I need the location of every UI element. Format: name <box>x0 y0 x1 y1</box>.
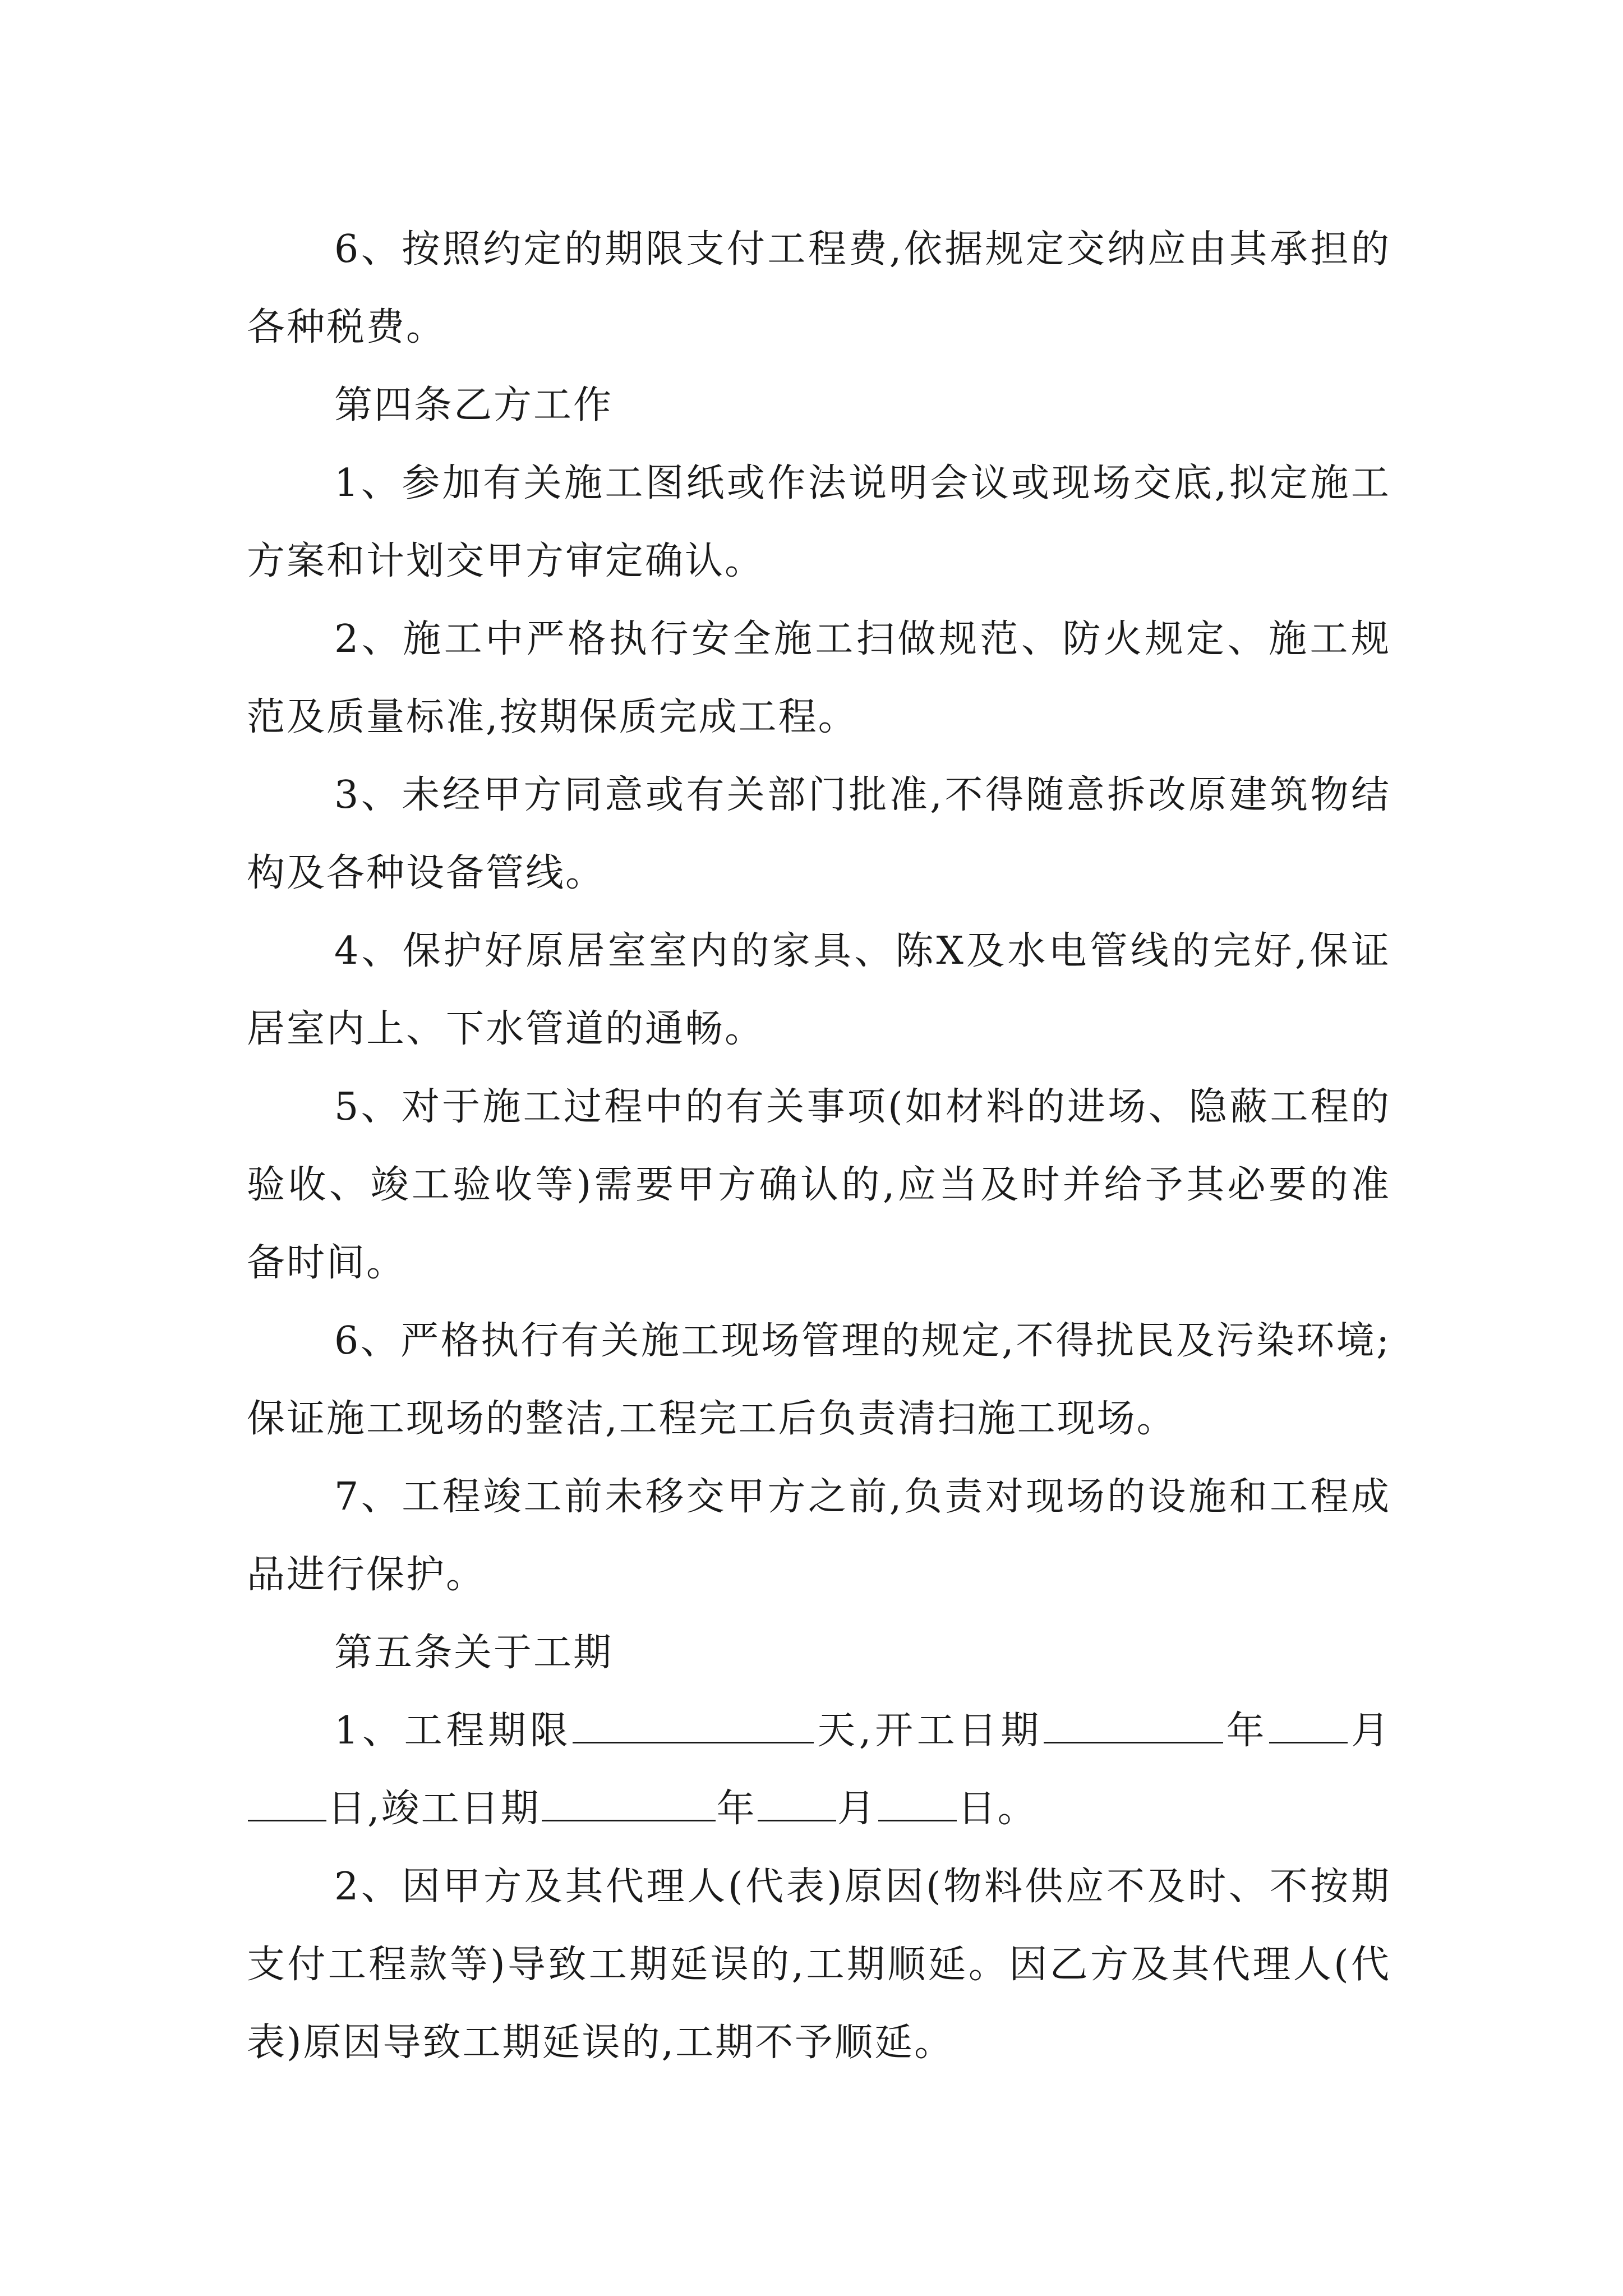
paragraph-site-management: 6、严格执行有关施工现场管理的规定,不得扰民及污染环境;保证施工现场的整洁,工程完工后负责清扫施工现场。 <box>247 1319 1391 1441</box>
article-5-heading: 第五条关于工期 <box>334 1631 614 1675</box>
end-day-blank[interactable] <box>878 1788 957 1821</box>
paragraph-confirmation-items: 5、对于施工过程中的有关事项(如材料的进场、隐蔽工程的验收、竣工验收等)需要甲方确认的,应当及时并给予其必要的准备时间。 <box>247 1085 1391 1285</box>
paragraph-protection-before-handover: 7、工程竣工前未移交甲方之前,负责对现场的设施和工程成品进行保护。 <box>247 1475 1391 1597</box>
end-year-blank[interactable] <box>542 1788 716 1821</box>
paragraph-safety-standards: 2、施工中严格执行安全施工扫做规范、防火规定、施工规范及质量标准,按期保质完成工程。 <box>247 617 1391 739</box>
period-label: 1、工程期限 <box>334 1709 572 1753</box>
end-year-unit: 年 <box>716 1787 757 1831</box>
paragraph-protect-furniture: 4、保护好原居室室内的家具、陈X及水电管线的完好,保证居室内上、下水管道的通畅。 <box>247 929 1391 1051</box>
paragraph-delay-extension: 2、因甲方及其代理人(代表)原因(物料供应不及时、不按期支付工程款等)导致工期延误的,工期顺延。因乙方及其代理人(代表)原因导致工期延误的,工期不予顺延。 <box>247 1865 1391 2065</box>
end-month-blank[interactable] <box>758 1788 836 1821</box>
paragraph-construction-period <box>247 1692 1391 1848</box>
paragraph-no-alteration: 3、未经甲方同意或有关部门批准,不得随意拆改原建筑物结构及各种设备管线。 <box>247 773 1391 895</box>
article-4-heading: 第四条乙方工作 <box>334 383 614 427</box>
start-month-unit: 月 <box>1349 1709 1391 1753</box>
period-days-blank[interactable] <box>573 1710 814 1743</box>
end-month-unit: 月 <box>837 1787 877 1831</box>
start-date-label: 天,开工日期 <box>815 1709 1043 1753</box>
paragraph-payment-obligation: 6、按照约定的期限支付工程费,依据规定交纳应由其承担的各种税费。 <box>247 227 1391 349</box>
start-month-blank[interactable] <box>1269 1710 1348 1743</box>
start-day-blank[interactable] <box>248 1788 326 1821</box>
paragraph-drawings-meeting: 1、参加有关施工图纸或作法说明会议或现场交底,拟定施工方案和计划交甲方审定确认。 <box>247 461 1391 583</box>
document-page <box>247 210 1391 2082</box>
end-day-unit: 日。 <box>957 1787 1038 1831</box>
completion-date-label: 日,竣工日期 <box>328 1787 541 1831</box>
start-year-unit: 年 <box>1224 1709 1269 1753</box>
start-year-blank[interactable] <box>1044 1710 1223 1743</box>
